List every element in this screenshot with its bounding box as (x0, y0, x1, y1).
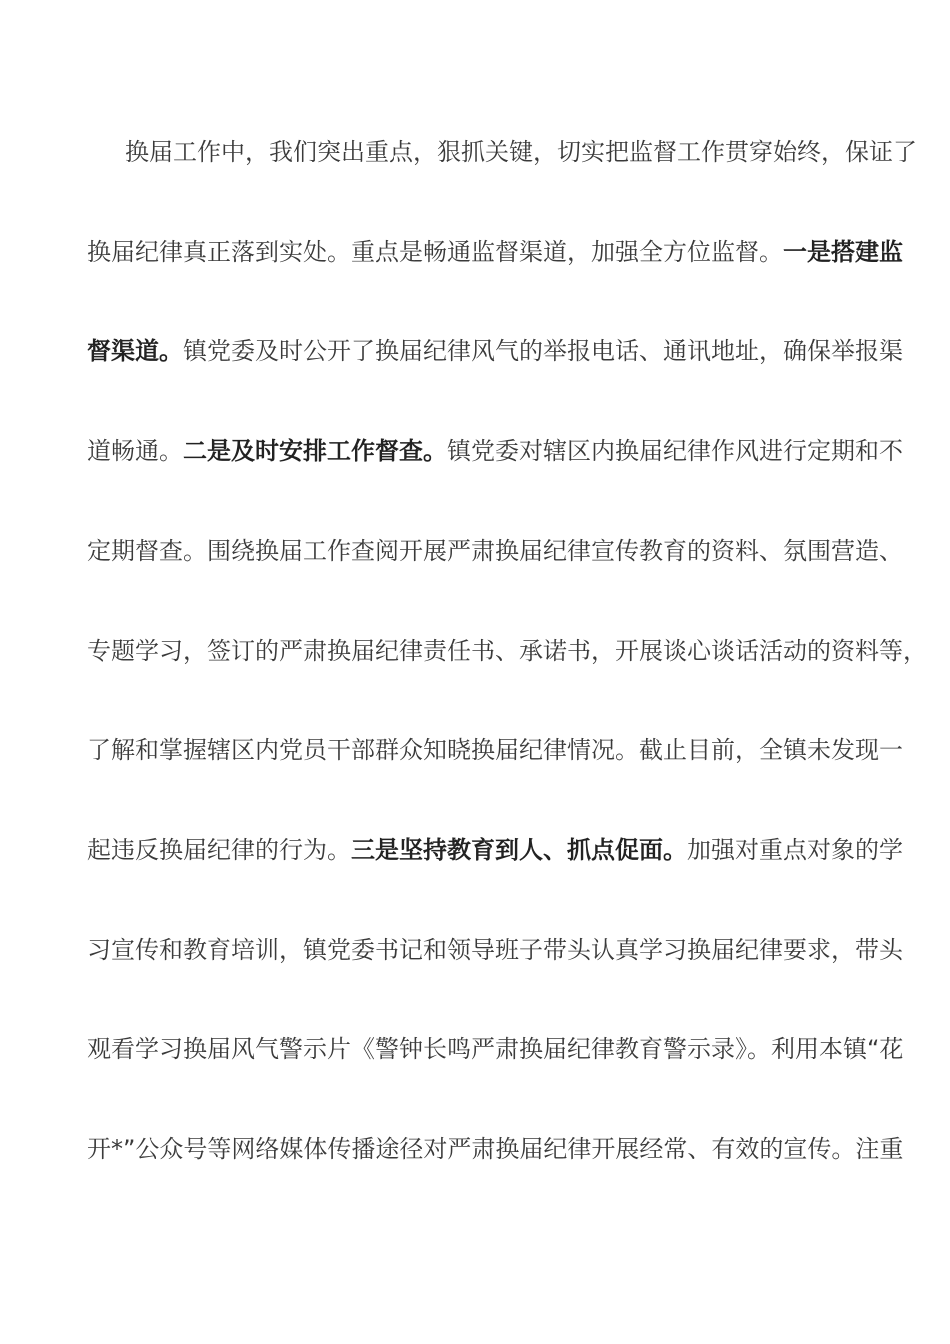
text-line (87, 433, 903, 469)
text-line (87, 732, 903, 768)
text-run: 观看学习换届风气警示片《警钟长鸣严肃换届纪律教育警示录》。利用本镇“花 (87, 1035, 904, 1063)
text-line (87, 533, 903, 569)
bold-phrase: 一是搭建监 (783, 238, 903, 266)
text-run: 专题学习，签订的严肃换届纪律责任书、承诺书，开展谈心谈话活动的资料等， (87, 637, 927, 665)
text-run: 习宣传和教育培训，镇党委书记和领导班子带头认真学习换届纪律要求，带头 (87, 936, 903, 964)
text-line (87, 932, 903, 968)
text-line (87, 633, 927, 669)
text-run: 开*”公众号等网络媒体传播途径对严肃换届纪律开展经常、有效的宣传。注重 (87, 1135, 904, 1163)
text-run: 镇党委及时公开了换届纪律风气的举报电话、通讯地址，确保举报渠 (183, 337, 903, 365)
text-run: 起违反换届纪律的行为。 (87, 836, 351, 864)
text-run: 加强对重点对象的学 (687, 836, 903, 864)
text-line (87, 1131, 904, 1167)
bold-phrase: 督渠道。 (87, 337, 183, 365)
text-run: 了解和掌握辖区内党员干部群众知晓换届纪律情况。截止目前，全镇未发现一 (87, 736, 903, 764)
text-line (87, 333, 903, 369)
text-run: 道畅通。 (87, 437, 183, 465)
text-run: 换届纪律真正落到实处。重点是畅通监督渠道，加强全方位监督。 (87, 238, 783, 266)
text-line (87, 234, 903, 270)
text-line (125, 134, 917, 170)
text-line (87, 1031, 904, 1067)
bold-phrase: 三是坚持教育到人、抓点促面。 (351, 836, 687, 864)
text-line (87, 832, 903, 868)
text-run: 定期督查。围绕换届工作查阅开展严肃换届纪律宣传教育的资料、氛围营造、 (87, 537, 903, 565)
text-run: 换届工作中，我们突出重点，狠抓关键，切实把监督工作贯穿始终，保证了 (125, 138, 917, 166)
bold-phrase: 二是及时安排工作督查。 (183, 437, 447, 465)
text-run: 镇党委对辖区内换届纪律作风进行定期和不 (447, 437, 903, 465)
